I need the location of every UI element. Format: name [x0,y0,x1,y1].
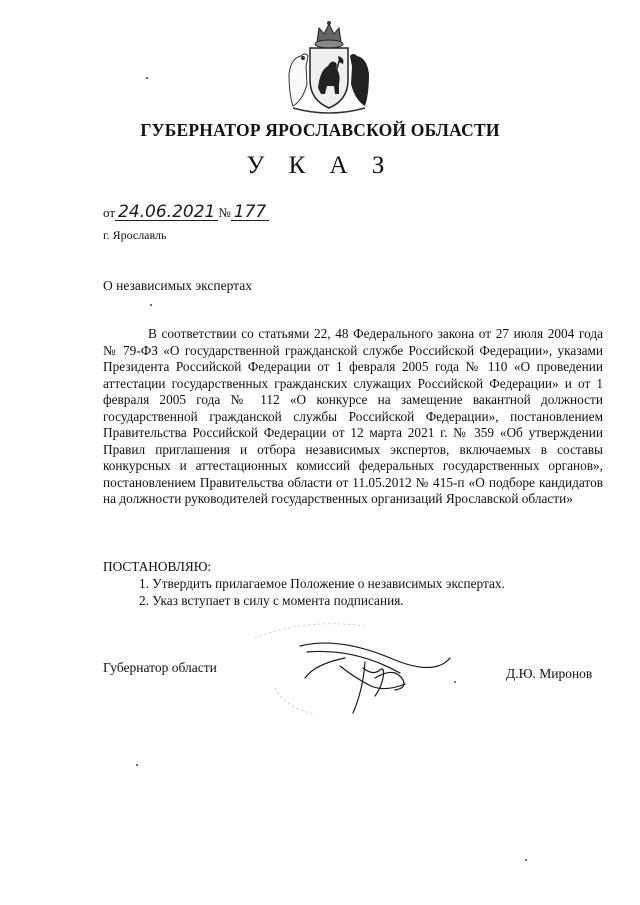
date-number-line [103,204,269,221]
document-subject: О независимых экспертах [103,278,252,293]
document-type-title: У К А З [246,152,394,179]
scan-speck [136,764,138,766]
scan-speck [146,77,148,79]
scan-speck [454,681,456,683]
issuing-authority-heading: ГУБЕРНАТОР ЯРОСЛАВСКОЙ ОБЛАСТИ [140,120,500,140]
handwritten-number: 177 [231,204,269,221]
scan-speck [525,859,527,861]
handwritten-signature [245,618,485,723]
signatory-title: Губернатор области [103,660,217,675]
number-sign-label: № [218,205,231,220]
decree-word: ПОСТАНОВЛЯЮ: [103,559,212,574]
signatory-name: Д.Ю. Миронов [506,666,593,681]
legal-basis-paragraph [103,326,603,508]
city-label: г. Ярославль [103,228,167,242]
date-prefix-label: от [103,205,116,220]
coat-of-arms-emblem [283,14,375,118]
decree-item-1: 1. Утвердить прилагаемое Положение о независимых экспертах. [139,576,505,591]
body-paragraph-text: В соответствии со статьями 22, 48 Федерального закона от 27 июля 2004 года № 79-ФЗ «О государственной гражданской службе Российской Федерации», указами Президента Российской Федерации от 1 февраля 2005 года № 110 «О проведении аттестации государственных гражданских служащих Российской Федерации» и от 1 февраля 2005 года № 112 «О конкурсе на замещение вакантной должности государственной гражданской службы Российской Федерации», постановлением Правительства Российской Федерации от 12 марта 2021 г. № 359 «Об утверждении Правил приглашения и отбора независимых экспертов, включаемых в составы конкурсных и аттестационных комиссий федеральных государственных органов», постановлением Правительства области от 11.05.2012 № 415-п «О подборе кандидатов на должности руководителей государственных организаций Ярославской области» [103,326,603,506]
decree-item-2: 2. Указ вступает в силу с момента подписания. [139,593,404,608]
scan-speck [150,304,152,306]
handwritten-date: 24.06.2021 [115,204,218,221]
